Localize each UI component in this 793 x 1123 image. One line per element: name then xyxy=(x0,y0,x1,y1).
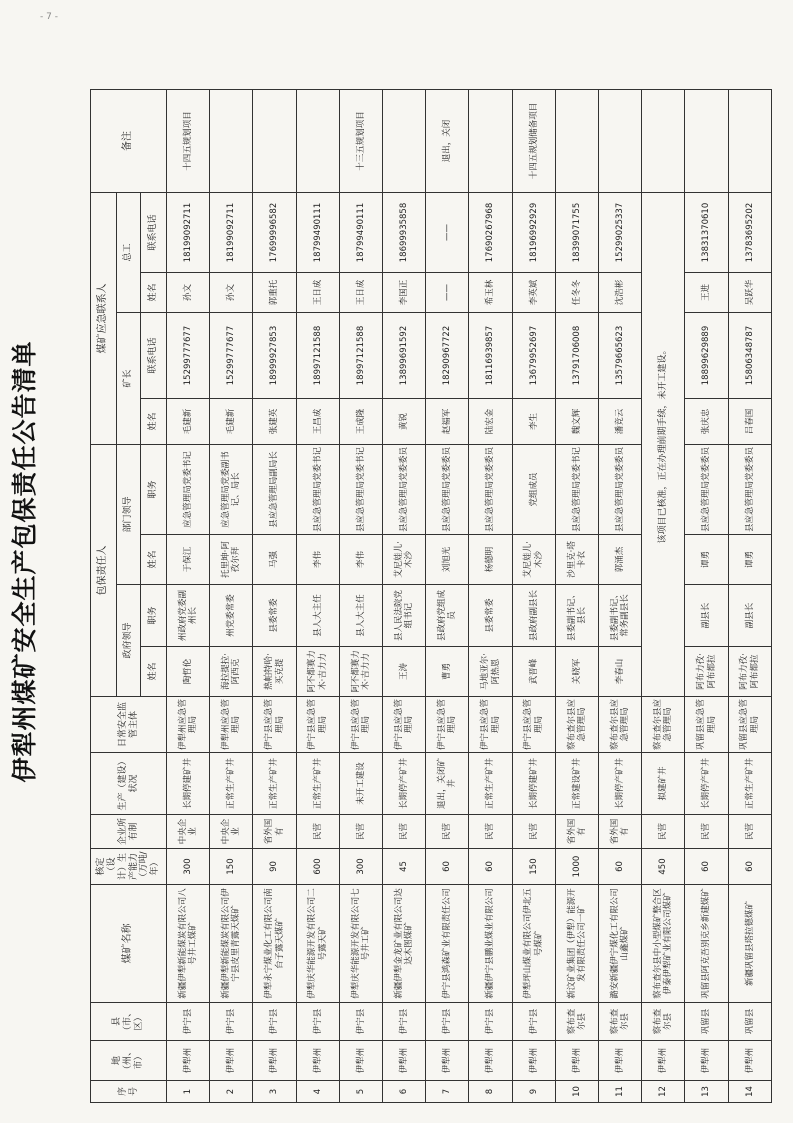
header-gov-leader: 政府领导 xyxy=(117,585,141,697)
cell-capacity: 150 xyxy=(512,849,555,885)
cell-prefecture: 伊犁州 xyxy=(469,1041,512,1081)
cell-mine-manager-phone: 15299777677 xyxy=(210,313,253,399)
table-row xyxy=(339,90,382,1103)
cell-status: 正常生产矿井 xyxy=(728,753,771,815)
cell-prefecture: 伊犁州 xyxy=(210,1041,253,1081)
cell-mine-manager-phone: 18997121588 xyxy=(339,313,382,399)
cell-supervisor: 伊宁县应急管理局 xyxy=(469,697,512,753)
cell-supervisor: 察布查尔县应急管理局 xyxy=(642,697,685,753)
cell-mine-manager-name: 黄锐 xyxy=(383,399,426,445)
cell-supervisor: 巩留县应急管理局 xyxy=(728,697,771,753)
cell-remark xyxy=(253,90,296,193)
cell-dept-leader-position: 县应急管理局党委委员 xyxy=(383,445,426,535)
cell-status: 退出，关闭矿井 xyxy=(426,753,469,815)
cell-ownership: 省外国有 xyxy=(599,815,642,849)
cell-chief-engineer-name: 吴跃华 xyxy=(728,273,771,313)
cell-mine-name: 潞安新疆伊宁煤化工有限公司山鑫煤矿 xyxy=(599,885,642,1003)
cell-dept-leader-position: 县应急管理局党委委员 xyxy=(469,445,512,535)
cell-dept-leader-name: 李伟 xyxy=(339,535,382,585)
cell-mine-manager-name: 赵福军 xyxy=(426,399,469,445)
cell-prefecture: 伊犁州 xyxy=(383,1041,426,1081)
cell-supervisor: 伊宁县应急管理局 xyxy=(253,697,296,753)
header-capacity: 核定（设计）生产能力（万吨/年） xyxy=(91,849,167,885)
cell-status: 正常生产矿井 xyxy=(210,753,253,815)
mine-responsibility-table xyxy=(90,89,772,1103)
cell-supervisor: 伊宁县应急管理局 xyxy=(512,697,555,753)
cell-prefecture: 伊犁州 xyxy=(512,1041,555,1081)
cell-ownership: 民营 xyxy=(383,815,426,849)
cell-county: 伊宁县 xyxy=(469,1003,512,1041)
cell-gov-leader-position: 县人大主任 xyxy=(296,585,339,647)
cell-gov-leader-name: 海拉提拉·阿西克 xyxy=(210,647,253,697)
cell-mine-name: 伊犁永宁煤业化工有限公司南台子露天煤矿 xyxy=(253,885,296,1003)
cell-dept-leader-position: 县应急管理局党委委员 xyxy=(685,445,728,535)
header-gov-position: 职务 xyxy=(141,585,167,647)
cell-chief-engineer-name: 任冬冬 xyxy=(555,273,598,313)
cell-ownership: 民营 xyxy=(339,815,382,849)
cell-county: 伊宁县 xyxy=(512,1003,555,1041)
cell-status: 长期停产矿井 xyxy=(599,753,642,815)
table-row xyxy=(599,90,642,1103)
table-row xyxy=(296,90,339,1103)
cell-mine-manager-name: 毛建新 xyxy=(210,399,253,445)
cell-gov-leader-name: 阿布力孜·阿布都拉 xyxy=(685,647,728,697)
cell-ownership: 民营 xyxy=(469,815,512,849)
cell-dept-leader-name: 于保江 xyxy=(167,535,210,585)
header-county: 县（市、区） xyxy=(91,1003,167,1041)
cell-dept-leader-name: 刘旭光 xyxy=(426,535,469,585)
cell-dept-leader-position: 党组成员 xyxy=(512,445,555,535)
cell-mine-manager-phone: 18899629889 xyxy=(685,313,728,399)
cell-dept-leader-name: 李伟 xyxy=(296,535,339,585)
cell-dept-leader-name: 谭勇 xyxy=(728,535,771,585)
cell-merged-note: 该项目已核准，正在办理前期手续，未开工建设。 xyxy=(642,193,685,697)
cell-chief-engineer-phone: 18199092711 xyxy=(210,193,253,273)
cell-status: 长期停建矿井 xyxy=(512,753,555,815)
cell-gov-leader-name: 王涛 xyxy=(383,647,426,697)
cell-remark: 十四五规划项目 xyxy=(167,90,210,193)
cell-supervisor: 伊宁县应急管理局 xyxy=(296,697,339,753)
cell-ownership: 中央企业 xyxy=(167,815,210,849)
cell-remark: 退出，关闭 xyxy=(426,90,469,193)
cell-dept-leader-name: 艾尼娃儿·木沙 xyxy=(383,535,426,585)
cell-capacity: 1000 xyxy=(555,849,598,885)
cell-mine-manager-phone: 15299777677 xyxy=(167,313,210,399)
cell-ownership: 民营 xyxy=(296,815,339,849)
cell-mine-manager-name: 张建英 xyxy=(253,399,296,445)
cell-capacity: 60 xyxy=(469,849,512,885)
cell-seq: 3 xyxy=(253,1081,296,1103)
cell-mine-name: 伊宁县鸿森矿业有限责任公司 xyxy=(426,885,469,1003)
cell-status: 长期停产矿井 xyxy=(685,753,728,815)
cell-mine-manager-phone: 18999927853 xyxy=(253,313,296,399)
cell-gov-leader-name: 陶哲伦 xyxy=(167,647,210,697)
cell-remark xyxy=(599,90,642,193)
cell-gov-leader-name: 阿不都赛力木·吉力力 xyxy=(296,647,339,697)
cell-gov-leader-name: 武晋峰 xyxy=(512,647,555,697)
cell-ownership: 民营 xyxy=(728,815,771,849)
cell-prefecture: 伊犁州 xyxy=(296,1041,339,1081)
table-row xyxy=(383,90,426,1103)
header-remark: 备注 xyxy=(91,90,167,193)
table-row xyxy=(512,90,555,1103)
cell-mine-name: 新疆伊犁新能煤炭有限公司八号井工煤矿 xyxy=(167,885,210,1003)
cell-prefecture: 伊犁州 xyxy=(599,1041,642,1081)
header-seq: 序号 xyxy=(91,1081,167,1103)
table-row xyxy=(642,90,685,1103)
cell-ownership: 民营 xyxy=(642,815,685,849)
cell-gov-leader-position: 县委常委 xyxy=(469,585,512,647)
header-dept-leader: 部门领导 xyxy=(117,445,141,585)
cell-seq: 1 xyxy=(167,1081,210,1103)
cell-seq: 6 xyxy=(383,1081,426,1103)
cell-remark: 十四五规划储备项目 xyxy=(512,90,555,193)
cell-mine-name: 伊犁庆华能源开发有限公司七号井工矿 xyxy=(339,885,382,1003)
cell-ownership: 省外国有 xyxy=(555,815,598,849)
table-row xyxy=(210,90,253,1103)
cell-status: 正常生产矿井 xyxy=(253,753,296,815)
cell-remark xyxy=(642,90,685,193)
cell-dept-leader-name: 谭勇 xyxy=(685,535,728,585)
cell-status: 正常建设矿井 xyxy=(555,753,598,815)
cell-gov-leader-position: 州党委常委 xyxy=(210,585,253,647)
cell-status: 长期停建矿井 xyxy=(167,753,210,815)
cell-chief-engineer-name: 孙文 xyxy=(210,273,253,313)
cell-chief-engineer-name: 李英斌 xyxy=(512,273,555,313)
cell-chief-engineer-name: 孙文 xyxy=(167,273,210,313)
cell-chief-engineer-phone: 18399071755 xyxy=(555,193,598,273)
cell-gov-leader-name: 阿布力孜·阿布都拉 xyxy=(728,647,771,697)
cell-chief-engineer-phone: 15299025337 xyxy=(599,193,642,273)
cell-remark xyxy=(728,90,771,193)
cell-seq: 13 xyxy=(685,1081,728,1103)
cell-gov-leader-position: 县委副书记、常务副县长 xyxy=(599,585,642,647)
cell-county: 察布查尔县 xyxy=(555,1003,598,1041)
cell-mine-name: 新汶矿业集团（伊犁）能源开发有限责任公司一矿 xyxy=(555,885,598,1003)
cell-county: 伊宁县 xyxy=(296,1003,339,1041)
cell-supervisor: 伊宁县应急管理局 xyxy=(383,697,426,753)
cell-seq: 11 xyxy=(599,1081,642,1103)
cell-supervisor: 伊犁州应急管理局 xyxy=(167,697,210,753)
cell-mine-name: 新疆伊犁金龙矿业有限公司达达木图煤矿 xyxy=(383,885,426,1003)
cell-capacity: 60 xyxy=(685,849,728,885)
table-row xyxy=(469,90,512,1103)
cell-chief-engineer-phone: 17699996582 xyxy=(253,193,296,273)
cell-dept-leader-position: 县应急管理局副局长 xyxy=(253,445,296,535)
cell-capacity: 60 xyxy=(599,849,642,885)
cell-mine-manager-phone: 18116939857 xyxy=(469,313,512,399)
cell-county: 伊宁县 xyxy=(339,1003,382,1041)
cell-county: 伊宁县 xyxy=(426,1003,469,1041)
cell-mine-manager-phone: 13679952697 xyxy=(512,313,555,399)
cell-chief-engineer-name: 希玉林 xyxy=(469,273,512,313)
cell-chief-engineer-phone: 13831370610 xyxy=(685,193,728,273)
header-chief-engineer: 总工 xyxy=(117,193,141,313)
header-supervisor: 日常安全监管主体 xyxy=(91,697,167,753)
cell-gov-leader-name: 热帕特哈·买克提 xyxy=(253,647,296,697)
cell-chief-engineer-phone: —— xyxy=(426,193,469,273)
cell-remark xyxy=(469,90,512,193)
header-eng-name: 姓名 xyxy=(141,273,167,313)
cell-supervisor: 伊宁县应急管理局 xyxy=(339,697,382,753)
cell-chief-engineer-phone: 18799490111 xyxy=(339,193,382,273)
header-gov-name: 姓名 xyxy=(141,647,167,697)
cell-gov-leader-position: 副县长 xyxy=(728,585,771,647)
cell-dept-leader-position: 应急管理局党委书记 xyxy=(167,445,210,535)
cell-prefecture: 伊犁州 xyxy=(253,1041,296,1081)
header-ownership: 企业所有制 xyxy=(91,815,167,849)
header-emergency-group: 煤矿应急联系人 xyxy=(91,193,117,445)
cell-dept-leader-position: 县应急管理局党委委员 xyxy=(728,445,771,535)
cell-supervisor: 伊宁县应急管理局 xyxy=(426,697,469,753)
cell-capacity: 300 xyxy=(167,849,210,885)
table-row xyxy=(426,90,469,1103)
cell-mine-manager-phone: 18290967722 xyxy=(426,313,469,399)
table-row xyxy=(555,90,598,1103)
cell-capacity: 45 xyxy=(383,849,426,885)
cell-gov-leader-position: 县人民法院党组书记 xyxy=(383,585,426,647)
document-title: 伊犁州煤矿安全生产包保责任公告清单 xyxy=(10,340,39,783)
cell-gov-leader-position: 州政府党委副州长 xyxy=(167,585,210,647)
cell-chief-engineer-name: 沈浩彬 xyxy=(599,273,642,313)
cell-remark xyxy=(383,90,426,193)
cell-prefecture: 伊犁州 xyxy=(555,1041,598,1081)
cell-chief-engineer-phone: 18199092711 xyxy=(167,193,210,273)
table-row xyxy=(253,90,296,1103)
cell-remark xyxy=(296,90,339,193)
header-eng-phone: 联系电话 xyxy=(141,193,167,273)
cell-prefecture: 伊犁州 xyxy=(426,1041,469,1081)
cell-gov-leader-position: 县政府党组成员 xyxy=(426,585,469,647)
cell-mine-manager-phone: 13579665623 xyxy=(599,313,642,399)
cell-mine-manager-name: 李生 xyxy=(512,399,555,445)
cell-prefecture: 伊犁州 xyxy=(339,1041,382,1081)
cell-chief-engineer-name: 王日成 xyxy=(296,273,339,313)
cell-dept-leader-position: 县应急管理局党委委员 xyxy=(599,445,642,535)
cell-gov-leader-position: 县委常委 xyxy=(253,585,296,647)
cell-status: 正常生产矿井 xyxy=(469,753,512,815)
cell-seq: 5 xyxy=(339,1081,382,1103)
cell-mine-manager-phone: 15806348787 xyxy=(728,313,771,399)
cell-status: 正常生产矿井 xyxy=(296,753,339,815)
cell-capacity: 150 xyxy=(210,849,253,885)
cell-chief-engineer-name: 王进 xyxy=(685,273,728,313)
cell-supervisor: 察布查尔县应急管理局 xyxy=(555,697,598,753)
cell-gov-leader-name: 曹勇 xyxy=(426,647,469,697)
header-dept-position: 职务 xyxy=(141,445,167,535)
cell-status: 长期停产矿井 xyxy=(383,753,426,815)
cell-prefecture: 伊犁州 xyxy=(685,1041,728,1081)
cell-chief-engineer-name: —— xyxy=(426,273,469,313)
cell-seq: 8 xyxy=(469,1081,512,1103)
cell-seq: 14 xyxy=(728,1081,771,1103)
cell-remark xyxy=(685,90,728,193)
cell-remark xyxy=(210,90,253,193)
cell-chief-engineer-name: 李国正 xyxy=(383,273,426,313)
table-row xyxy=(685,90,728,1103)
cell-seq: 2 xyxy=(210,1081,253,1103)
cell-dept-leader-position: 县应急管理局党委书记 xyxy=(339,445,382,535)
cell-mine-manager-phone: 13791706008 xyxy=(555,313,598,399)
cell-mine-manager-name: 张庆忠 xyxy=(685,399,728,445)
cell-dept-leader-position: 县应急管理局党委书记 xyxy=(555,445,598,535)
cell-capacity: 300 xyxy=(339,849,382,885)
cell-mine-name: 新疆伊犁新能煤炭有限公司伊宁县皮里青露天煤矿 xyxy=(210,885,253,1003)
cell-ownership: 中央企业 xyxy=(210,815,253,849)
cell-supervisor: 伊犁州应急管理局 xyxy=(210,697,253,753)
cell-seq: 12 xyxy=(642,1081,685,1103)
cell-dept-leader-name: 艾尼娃儿·木沙 xyxy=(512,535,555,585)
cell-prefecture: 伊犁州 xyxy=(728,1041,771,1081)
cell-mine-name: 察布查尔县中小型煤矿整合区伊泰伊犁矿业有限公司煤矿 xyxy=(642,885,685,1003)
table-body xyxy=(167,90,772,1103)
cell-capacity: 60 xyxy=(728,849,771,885)
header-responsible-group: 包保责任人 xyxy=(91,445,117,697)
header-mine-name: 煤矿名称 xyxy=(91,885,167,1003)
cell-gov-leader-position: 副县长 xyxy=(685,585,728,647)
cell-county: 察布查尔县 xyxy=(599,1003,642,1041)
page-number: - 7 - xyxy=(40,12,58,22)
cell-gov-leader-name: 李春山 xyxy=(599,647,642,697)
cell-mine-manager-phone: 13899691592 xyxy=(383,313,426,399)
cell-chief-engineer-phone: 17690267968 xyxy=(469,193,512,273)
cell-county: 伊宁县 xyxy=(167,1003,210,1041)
cell-ownership: 省外国有 xyxy=(253,815,296,849)
cell-supervisor: 察布查尔县应急管理局 xyxy=(599,697,642,753)
cell-chief-engineer-name: 郭重托 xyxy=(253,273,296,313)
cell-ownership: 民营 xyxy=(512,815,555,849)
cell-dept-leader-name: 沙里克·塔卡衣 xyxy=(555,535,598,585)
cell-county: 巩留县 xyxy=(685,1003,728,1041)
cell-gov-leader-name: 关晓军 xyxy=(555,647,598,697)
cell-mine-name: 伊犁坪山煤业有限公司伊北五号煤矿 xyxy=(512,885,555,1003)
cell-mine-name: 新疆伊宁县鹏业煤业有限公司 xyxy=(469,885,512,1003)
cell-mine-manager-name: 陆宏金 xyxy=(469,399,512,445)
cell-gov-leader-position: 县人大主任 xyxy=(339,585,382,647)
cell-prefecture: 伊犁州 xyxy=(642,1041,685,1081)
cell-dept-leader-name: 托里坤·阿孜尔拜 xyxy=(210,535,253,585)
cell-mine-manager-name: 魏文辉 xyxy=(555,399,598,445)
header-prefecture: 地（州、市） xyxy=(91,1041,167,1081)
cell-county: 伊宁县 xyxy=(253,1003,296,1041)
cell-prefecture: 伊犁州 xyxy=(167,1041,210,1081)
cell-county: 察布查尔县 xyxy=(642,1003,685,1041)
cell-chief-engineer-phone: 13783695202 xyxy=(728,193,771,273)
cell-ownership: 民营 xyxy=(685,815,728,849)
cell-dept-leader-position: 应急管理局党委副书记、局长 xyxy=(210,445,253,535)
cell-supervisor: 巩留县应急管理局 xyxy=(685,697,728,753)
cell-mine-name: 新疆巩留县塔拉德煤矿 xyxy=(728,885,771,1003)
cell-dept-leader-name: 杨德明 xyxy=(469,535,512,585)
cell-seq: 4 xyxy=(296,1081,339,1103)
header-dept-name: 姓名 xyxy=(141,535,167,585)
table-row xyxy=(167,90,210,1103)
cell-gov-leader-position: 县委副书记、县长 xyxy=(555,585,598,647)
table-row xyxy=(728,90,771,1103)
cell-county: 伊宁县 xyxy=(210,1003,253,1041)
cell-chief-engineer-phone: 18799490111 xyxy=(296,193,339,273)
cell-mine-manager-name: 王成隆 xyxy=(339,399,382,445)
cell-seq: 7 xyxy=(426,1081,469,1103)
cell-status: 拟建矿井 xyxy=(642,753,685,815)
header-status: 生产（建设）状况 xyxy=(91,753,167,815)
cell-dept-leader-position: 县应急管理局党委书记 xyxy=(296,445,339,535)
cell-mine-manager-name: 吕春国 xyxy=(728,399,771,445)
cell-dept-leader-position: 县应急管理局党委委员 xyxy=(426,445,469,535)
cell-capacity: 90 xyxy=(253,849,296,885)
cell-capacity: 450 xyxy=(642,849,685,885)
cell-dept-leader-name: 马强 xyxy=(253,535,296,585)
cell-chief-engineer-phone: 18196992929 xyxy=(512,193,555,273)
header-mine-manager: 矿长 xyxy=(117,313,141,445)
cell-remark: 十三五规划项目 xyxy=(339,90,382,193)
cell-county: 伊宁县 xyxy=(383,1003,426,1041)
cell-seq: 9 xyxy=(512,1081,555,1103)
cell-dept-leader-name: 郭涌杰 xyxy=(599,535,642,585)
cell-remark xyxy=(555,90,598,193)
cell-gov-leader-name: 阿不都赛力木·吉力力 xyxy=(339,647,382,697)
cell-chief-engineer-phone: 18699935858 xyxy=(383,193,426,273)
cell-seq: 10 xyxy=(555,1081,598,1103)
cell-county: 巩留县 xyxy=(728,1003,771,1041)
header-mgr-name: 姓名 xyxy=(141,399,167,445)
cell-status: 未开工建设 xyxy=(339,753,382,815)
cell-capacity: 60 xyxy=(426,849,469,885)
cell-mine-manager-name: 潘竞云 xyxy=(599,399,642,445)
cell-mine-name: 巩留县阿克吾别克乡新建煤矿 xyxy=(685,885,728,1003)
cell-capacity: 600 xyxy=(296,849,339,885)
cell-mine-manager-name: 王昌成 xyxy=(296,399,339,445)
cell-mine-manager-phone: 18997121588 xyxy=(296,313,339,399)
cell-ownership: 民营 xyxy=(426,815,469,849)
cell-mine-manager-name: 毛建新 xyxy=(167,399,210,445)
cell-mine-name: 伊犁庆华能源开发有限公司二号露天矿 xyxy=(296,885,339,1003)
cell-chief-engineer-name: 王日成 xyxy=(339,273,382,313)
header-mgr-phone: 联系电话 xyxy=(141,313,167,399)
cell-gov-leader-name: 马地亚尔·阿热恩 xyxy=(469,647,512,697)
cell-gov-leader-position: 县政府副县长 xyxy=(512,585,555,647)
